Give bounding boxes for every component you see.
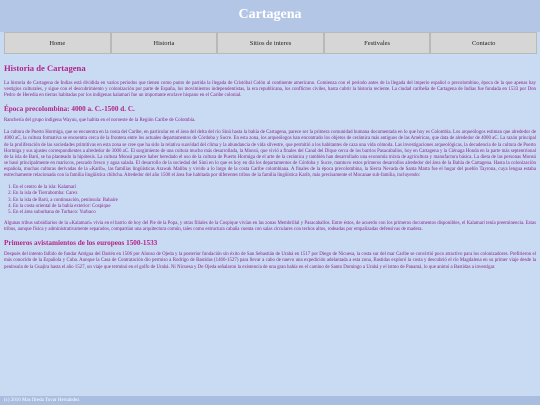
nav-item-home[interactable]: Home xyxy=(4,32,111,54)
nav-item-contacto[interactable]: Contacto xyxy=(430,32,537,54)
page-title: Historia de Cartagena xyxy=(4,63,86,73)
list-item: 4. En la costa oriental de la bahía exterior: Cospique xyxy=(13,204,536,210)
site-footer xyxy=(0,396,540,405)
list-item: 2. En la isla de Tierrabomba: Carex xyxy=(13,191,536,197)
tribes-list xyxy=(13,185,536,216)
list-item: 1. En el centro de la isla: Kalamarí xyxy=(13,185,536,191)
paragraph: Después del intento fallido de fundar Antigua del Darién en 1506 por Alonso de Ojeda y la posterior fundación sin éxito de San Sebastián de Urabá en 1517 por Diego de Nicuesa, la costa sur del mar Caribe se convirtió poco atractivo para los colonizadores. Prefirieron el más conocido de la Española y Cuba. Aunque la Casa de Contratación dio permiso a Rodrigo de Bastidas (1460-1527) para llevar a cabo de nuevo una expedición adelantada a esta zona, Bastidas exploró la costa y descubrió el río Magdalena en su primer viaje desde la península de la Guajira hasta el año 1527, un viaje que terminó en el golfo de Urabá. Ni Nicuesa y De Ojeda señalaron la existencia de una gran bahía en el camino de Santo Domingo a Urabá y el istmo de Panamá, lo que animó a Bastidas a investigar. xyxy=(4,252,536,270)
main-content xyxy=(4,60,536,277)
footer-copyright: (c) 2016 Mas Ifreda Tovar Hernández xyxy=(4,398,80,403)
section-heading-precolombina: Época precolombina: 4000 a. C.-1500 d. C. xyxy=(4,105,135,114)
paragraph: Ranchería del grupo indígena Wayuu, que habita en el noroeste de la Región Caribe de Colombia. xyxy=(4,118,196,124)
nav-item-historia[interactable]: Historia xyxy=(111,32,218,54)
list-item: 5. En el área suburbana de Turbaco: Yurbaco xyxy=(13,210,536,216)
paragraph: Algunas tribus subsidiarios de la «Kalamarí» vivía en el barrio de hoy del Pie de la Popa, y otras filiales de la Cospique vivían en las zonas Membrillal y Pasacaballos. Entre éstos, de acuerdo con los primeros documentos disponibles, el Kalamarí tenía preeminencia. Estas tribus, aunque física y administrativamente separados, compartían una arquitectura común, tales como estructura cabaña cuenta con salas circulares con techos altos, rodeadas por empalizadas defensivas de madera. xyxy=(4,221,536,233)
paragraph: La cultura de Puerto Hormiga, que se encuentra en la costa del Caribe, en particular en el área del delta del río Sinú hasta la bahía de Cartagena, parece ser la primera comunidad humana documentada en lo que hoy es Colombia. Los arqueólogos estiman que alrededor de 4000 aC, la cultura formativa se encuentra cerca de la frontera entre los actuales departamentos de Córdoba y Sucre. En esta zona, los arqueólogos han encontrado los objetos de cerámica más antiguos de las Américas, que data de alrededor de 4000 aC. La razón principal de la proliferación de las sociedades primitivas en esta zona se cree que ha sido la relativa suavidad del clima y la abundancia de vida silvestre, que permitió a los habitantes de caza una vida cómoda. Las investigaciones arqueológicas, la decadencia de la cultura de Puerto Hormiga y sus ajustes correspondientes a alrededor de 3000 aC. El surgimiento de una cultura mucho más desarrollada, la Monsú, que vivió a finales del Canal del Dique cerca de los barrios Pasacaballos, hoy en Cartagena y la Ciénaga Honda en la parte más septentrional de la isla de Barú, se ha planteado la hipótesis. La cultura Monsú parece haber heredado el uso de la cultura de Puerto Hormiga de el arte de la cerámica y también han desarrollado una economía mixta de agricultura y manufactura básica. La dieta de las personas Monsú se basó principalmente en mariscos, pescado fresco y agua salada. El desarrollo de la sociedad del Sinú en lo que es hoy en día los departamentos de Córdoba y Sucre, mantuvo estos primeros desarrollos alrededor del área de la Bahía de Cartagena. Hasta la colonización española, muchas culturas derivadas de la «Karib», las familias lingüísticas Arawak Malibu y vivido a lo largo de la costa Caribe colombiana. A finales de la época precolombina, la Sierra Nevada de Santa Marta fue el hogar del pueblo Tayrona, cuya lengua estaba estrechamente relacionada con la familia lingüística chibcha. Alrededor del año 1500 el área fue habitada por diferentes tribus de la familia lingüística Karib, más precisamente el Mocanae sub-familia, incluyendo: xyxy=(4,130,536,179)
list-item: 3. En la isla de Barú, a continuación, península: Bahaire xyxy=(13,198,536,204)
section-heading-europeos: Primeros avistamientos de los europeos 1500-1533 xyxy=(4,239,158,248)
nav-item-festivales[interactable]: Festivales xyxy=(324,32,431,54)
main-nav xyxy=(4,32,537,54)
site-title: Cartagena xyxy=(238,7,302,22)
intro-paragraph: La historia de Cartagena de Indias está dividida en varios periodos que tienen como punto de partida la llegada de Cristóbal Colón al continente americano. Comienza con el periodo antes de la llegada del imperio español o precolombino, época de la que apenas hay vestigios culturales, y sigue con el descubrimiento y colonización por parte de España, los movimientos independentistas, la era republicana, los conflictos civiles, hasta cubrir la historia reciente. La ciudad caribeña de Cartagena de Indias fue fundada en 1533 por Don Pedro de Heredia en tierras habitadas por los indígenas kalamarí fue un importante enclave hispano en el Caribe colonial. xyxy=(4,81,536,99)
site-header xyxy=(0,0,540,32)
nav-item-sitios-de-interes[interactable]: Sitios de interes xyxy=(217,32,324,54)
